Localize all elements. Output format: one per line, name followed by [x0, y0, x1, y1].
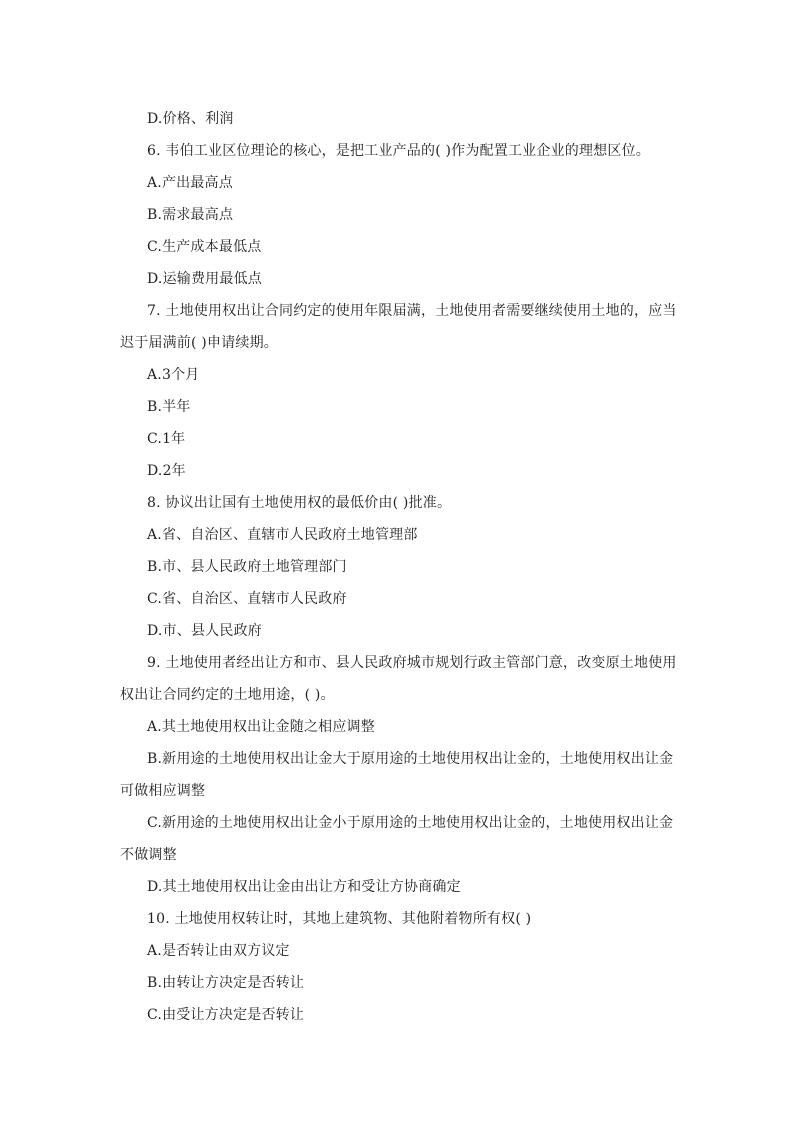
option-8d: D.市、县人民政府: [147, 623, 262, 639]
option-8b: B.市、县人民政府土地管理部门: [147, 559, 347, 575]
option-10a: A.是否转让由双方议定: [147, 943, 290, 959]
option-7d: D.2年: [147, 463, 186, 479]
option-9b: B.新用途的土地使用权出让金大于原用途的土地使用权出让金的，土地使用权出让金: [147, 751, 674, 767]
option-5d: D.价格、利润: [147, 111, 234, 127]
option-9c-continued: 不做调整: [120, 847, 177, 863]
option-10b: B.由转让方决定是否转让: [147, 975, 305, 991]
option-6c: C.生产成本最低点: [147, 239, 262, 255]
question-9: 9. 土地使用者经出让方和市、县人民政府城市规划行政主管部门意，改变原土地使用: [147, 655, 677, 671]
question-8: 8. 协议出让国有土地使用权的最低价由( )批准。: [147, 495, 452, 511]
option-8a: A.省、自治区、直辖市人民政府土地管理部: [147, 527, 418, 543]
option-9c: C.新用途的土地使用权出让金小于原用途的土地使用权出让金的，土地使用权出让金: [147, 815, 674, 831]
option-10c: C.由受让方决定是否转让: [147, 1007, 305, 1023]
option-8c: C.省、自治区、直辖市人民政府: [147, 591, 347, 607]
option-6d: D.运输费用最低点: [147, 271, 262, 287]
question-10: 10. 土地使用权转让时，其地上建筑物、其他附着物所有权( ): [147, 911, 532, 927]
question-7: 7. 土地使用权出让合同约定的使用年限届满，土地使用者需要继续使用土地的，应当: [147, 303, 677, 319]
question-7-continued: 迟于届满前( )申请续期。: [120, 335, 278, 351]
option-7a: A.3个月: [147, 367, 200, 383]
option-9a: A.其土地使用权出让金随之相应调整: [147, 719, 375, 735]
option-7b: B.半年: [147, 399, 191, 415]
option-9d: D.其土地使用权出让金由出让方和受让方协商确定: [147, 879, 461, 895]
question-9-continued: 权出让合同约定的土地用途，( )。: [120, 687, 335, 703]
option-9b-continued: 可做相应调整: [120, 783, 206, 799]
question-6: 6. 韦伯工业区位理论的核心，是把工业产品的( )作为配置工业企业的理想区位。: [147, 143, 650, 159]
option-6b: B.需求最高点: [147, 207, 234, 223]
option-6a: A.产出最高点: [147, 175, 233, 191]
option-7c: C.1年: [147, 431, 186, 447]
